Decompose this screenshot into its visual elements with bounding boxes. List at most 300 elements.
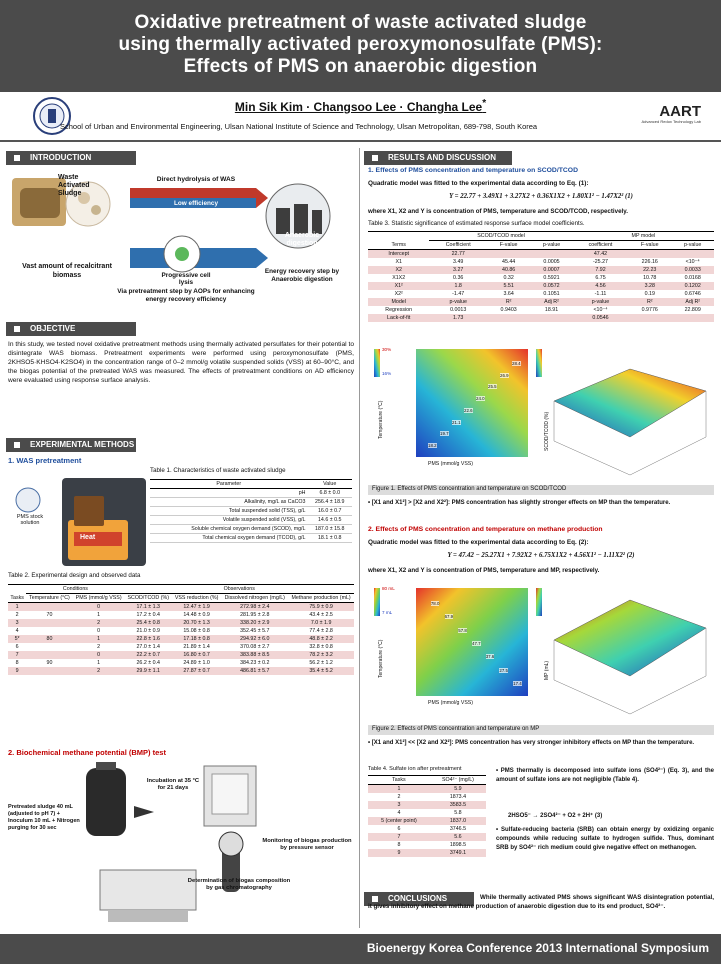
table-cell: 2 — [97, 620, 101, 626]
bmp-gc-text: Determination of biogas composition by gas chromatography — [187, 878, 291, 891]
table-header-cell: F-value — [628, 241, 671, 250]
figure-2 — [368, 580, 714, 720]
table-cell: 6.75 — [595, 275, 606, 281]
table-row — [368, 306, 714, 314]
table-cell: 45.44 — [502, 259, 516, 265]
table-cell: 9 — [15, 668, 19, 674]
figure2-caption: Figure 2. Effects of PMS concentration and temperature on MP — [368, 725, 714, 735]
coefficients-table — [368, 231, 714, 322]
table-cell: 8 — [15, 660, 19, 666]
table-cell: 4 — [397, 810, 401, 816]
table-group-header: Conditions — [26, 585, 124, 594]
table-cell: 17.2 ± 0.4 — [136, 612, 160, 618]
table-cell: 47.42 — [593, 251, 608, 257]
table-cell: X1X2 — [392, 275, 406, 281]
bullet-4: • Sulfate-reducing bacteria (SRB) can obtain energy by oxidizing organic compounds while reducing sulfate to hydrogen sulfide. Thus, dominant SRB by SO4²⁻ rich medium could give negative effect on methanogen. — [496, 827, 714, 851]
table-cell: 18.91 — [544, 307, 559, 313]
table-header-row — [150, 480, 352, 489]
table-cell: Model — [391, 299, 406, 305]
table-cell: 352.45 ± 5.7 — [240, 628, 270, 634]
table-row — [150, 489, 352, 498]
bmp-incubation-text: Incubation at 35 °C for 21 days — [146, 778, 200, 791]
table-cell — [628, 314, 671, 322]
table-row — [150, 498, 352, 507]
table-cell: 48.8 ± 2.2 — [309, 636, 333, 642]
table-cell — [26, 651, 72, 659]
table-cell: 1 — [397, 786, 401, 792]
table-group-header: SCOD/TCOD model — [429, 232, 572, 241]
contour-label: 24.0 — [476, 396, 485, 402]
fig2-legend-lo: 7 mL — [382, 610, 393, 615]
table-row — [368, 282, 714, 290]
author-list: Min Sik Kim · Changsoo Lee · Changha Lee* — [234, 98, 487, 114]
table-cell: 90 — [46, 660, 53, 666]
table2-caption: Table 2. Experimental design and observed data — [8, 572, 141, 579]
table-cell: 16.0 ± 0.7 — [307, 507, 352, 516]
table-row — [368, 258, 714, 266]
methods-heading: EXPERIMENTAL METHODS — [6, 438, 136, 452]
fig2-xlabel: PMS (mmol/g VSS) — [428, 700, 473, 706]
table-cell: 272.98 ± 2.4 — [240, 604, 270, 610]
table-row — [8, 659, 354, 667]
table-cell: 27.87 ± 0.7 — [183, 668, 210, 674]
table-header-cell: SO4²⁻ (mg/L) — [430, 776, 486, 785]
table-row — [8, 611, 354, 619]
heat-label: Heat — [80, 534, 96, 541]
bmp-monitor-text: Monitoring of biogas production by pressure sensor — [262, 838, 352, 851]
table-cell: p-value — [449, 299, 467, 305]
table1-caption: Table 1. Characteristics of waste activated sludge — [150, 467, 286, 474]
table-cell: X1 — [395, 259, 402, 265]
contour-label: 26.9 — [500, 372, 509, 378]
table-row — [8, 635, 354, 643]
table-cell: 2 — [97, 668, 101, 674]
table-header-cell: Tasks — [368, 776, 430, 785]
fig1-xlabel: PMS (mmol/g VSS) — [428, 461, 473, 467]
table-cell: 281.95 ± 2.8 — [240, 612, 270, 618]
table-header-cell: Tasks — [8, 594, 26, 603]
table-cell: <10⁻⁴ — [685, 259, 700, 265]
contour-label: 67.9 — [444, 614, 454, 620]
table-cell: 75.9 ± 0.9 — [309, 604, 333, 610]
table-row — [368, 250, 714, 259]
table-cell: 0.0168 — [684, 275, 701, 281]
table-header-cell: Temperature (°C) — [26, 594, 72, 603]
quad2-text: Quadratic model was fitted to the experimental data according to Eq. (2): — [368, 539, 589, 546]
table-cell: 3.28 — [644, 283, 655, 289]
fig2-ylabel: Temperature (°C) — [378, 639, 384, 678]
poster-header — [0, 0, 721, 92]
contour-label: 17.4 — [513, 681, 522, 687]
table-row — [8, 643, 354, 651]
table-cell: 0.0572 — [543, 283, 560, 289]
table-row — [368, 841, 486, 849]
energy-recovery-text: Energy recovery step by Anaerobic digestion — [264, 268, 340, 283]
table-row — [368, 793, 486, 801]
table-cell: 0.0013 — [450, 307, 467, 313]
table-cell: 0.6746 — [684, 291, 701, 297]
bullet-1: • [X1 and X1²] > [X2 and X2²]: PMS concentration has slightly stronger effects on MP than the temperature. — [368, 500, 671, 506]
table-cell: <10⁻⁴ — [593, 307, 608, 313]
table-cell: 187.0 ± 15.8 — [307, 525, 352, 534]
table-cell: 1898.5 — [449, 842, 467, 848]
table3-caption: Table 3. Statistic significance of estimated response surface model coefficients. — [368, 220, 585, 227]
table-cell — [530, 250, 573, 259]
was-characteristics-table — [150, 479, 352, 543]
table-cell: 22.77 — [451, 251, 465, 257]
table-cell: 77.4 ± 2.8 — [309, 628, 333, 634]
table-row — [150, 507, 352, 516]
table-cell: 5.51 — [503, 283, 514, 289]
table-cell: 0.32 — [503, 275, 514, 281]
table-cell: 3583.5 — [449, 802, 467, 808]
table-cell: Lack-of-fit — [387, 315, 411, 321]
contour-label: 27.5 — [499, 667, 508, 673]
table-cell: 4.56 — [595, 283, 606, 289]
table-cell: 4 — [15, 628, 19, 634]
table-cell: -1.11 — [594, 291, 607, 297]
table-cell — [487, 314, 530, 322]
objective-text: In this study, we tested novel oxidative pretreatment methods using thermally activated persulfates for their potential to disintegrate WAS biomass. Pretreatment experiments were performed using peroxymonosulfate (PMS, 2KHSO5·KHSO4·K2SO4) in the concentration range of 0–2 mmol/g volatile suspended solids (VSS) at 60–90°C, and the biogas potential of the pretreated WAS was measured. The effects of pretreatment conditions on AD efficiency were evaluated using response surface analysis. — [8, 341, 354, 384]
table-row — [8, 651, 354, 659]
low-efficiency-text: Low efficiency — [173, 200, 219, 207]
table-cell: 7.0 ± 1.9 — [310, 620, 332, 626]
table-group-header: Observations — [125, 585, 354, 594]
contour-label: 18.2 — [428, 443, 437, 449]
table-cell: 0 — [97, 652, 101, 658]
table-cell: 14.48 ± 0.9 — [183, 612, 210, 618]
table-cell: 3.64 — [503, 291, 514, 297]
table-cell: 0.9776 — [641, 307, 658, 313]
table-cell: X2 — [395, 267, 402, 273]
table-cell — [671, 314, 714, 322]
table-cell: 8 — [397, 842, 401, 848]
table-header-cell: Value — [307, 480, 352, 489]
table-cell: 27.0 ± 1.4 — [136, 644, 160, 650]
table-cell: Alkalinity, mg/L as CaCO3 — [150, 498, 307, 507]
table-row — [368, 785, 486, 794]
table-cell: 22.2 ± 0.7 — [136, 652, 160, 658]
table-cell: Total chemical oxygen demand (TCOD), g/L — [150, 534, 307, 543]
table-cell: Adj R² — [685, 299, 701, 305]
column-divider — [359, 148, 360, 928]
bmp-subheading: 2. Biochemical methane potential (BMP) test — [8, 748, 166, 757]
was-label: Waste Activated Sludge — [58, 174, 90, 197]
table-cell: 2 — [15, 612, 19, 618]
table-cell: 3 — [15, 620, 19, 626]
table-cell: 5.8 — [454, 810, 462, 816]
table-cell — [26, 643, 72, 651]
table-cell: 0.19 — [644, 291, 655, 297]
table-cell: Total suspended solid (TSS), g/L — [150, 507, 307, 516]
figure1-plots — [368, 341, 714, 481]
table-row — [368, 314, 714, 322]
table-header-cell: Parameter — [150, 480, 307, 489]
table-cell: 383.88 ± 8.5 — [240, 652, 270, 658]
contour-label: 21.1 — [452, 419, 461, 425]
title-line-3: Effects of PMS on anaerobic digestion — [183, 56, 538, 77]
table-cell: 35.4 ± 5.2 — [309, 668, 333, 674]
results-heading: RESULTS AND DISCUSSION — [364, 151, 512, 165]
contour-label: 57.8 — [458, 627, 467, 633]
table-cell: 5.6 — [454, 834, 462, 840]
fig1-legend-hi: 30% — [382, 347, 392, 352]
equation-1: Y = 22.77 + 3.49X1 + 3.27X2 + 0.36X1X2 + 1.80X1² − 1.47X2² (1) — [449, 193, 633, 200]
table-cell: 0.0007 — [543, 267, 560, 273]
table-cell: Volatile suspended solid (VSS), g/L — [150, 516, 307, 525]
table-cell: 0 — [97, 628, 101, 634]
table-cell: 0.0005 — [543, 259, 560, 265]
table-cell: 15.08 ± 0.8 — [183, 628, 210, 634]
table-cell: 338.20 ± 2.9 — [240, 620, 270, 626]
table-cell — [26, 603, 72, 612]
table-cell: 1.73 — [453, 315, 464, 321]
table-row — [150, 534, 352, 543]
table-header-row — [368, 776, 486, 785]
table-header-cell — [8, 585, 26, 594]
table-cell: 0 — [97, 604, 101, 610]
table-cell: Intercept — [388, 251, 409, 257]
table-cell: 3746.5 — [449, 826, 467, 832]
table-cell: 0.1051 — [543, 291, 560, 297]
table-cell: X1² — [394, 283, 403, 289]
table-cell: Regression — [385, 307, 413, 313]
table-group-row — [368, 232, 714, 241]
sulfate-table — [368, 775, 486, 857]
table-cell: 18.1 ± 0.8 — [307, 534, 352, 543]
art-lab-logo: AART Advanced Redox Technology Lab — [641, 103, 701, 124]
contour-label: 37.6 — [485, 654, 495, 660]
table-cell: pH — [150, 489, 307, 498]
table-cell: 80 — [46, 636, 53, 642]
conclusions-heading: CONCLUSIONS — [364, 892, 474, 906]
table-cell: R² — [505, 299, 512, 305]
table-cell: 0.5921 — [543, 275, 560, 281]
table-cell: Soluble chemical oxygen demand (SCOD), mg/L — [150, 525, 307, 534]
table-cell: 0.0033 — [684, 267, 701, 273]
contour-label: 25.5 — [488, 384, 497, 390]
contour-label: 22.6 — [464, 407, 473, 413]
table-cell: -25.27 — [592, 259, 608, 265]
table-cell: 6 — [15, 644, 19, 650]
table-cell: X2² — [394, 291, 403, 297]
contour-label: 19.7 — [440, 431, 449, 437]
header-divider — [0, 140, 721, 142]
table-cell: 294.92 ± 6.0 — [240, 636, 270, 642]
fig1-ylabel: Temperature (°C) — [378, 400, 384, 439]
table-cell: 56.2 ± 1.2 — [309, 660, 333, 666]
footer-text: Bioenergy Korea Conference 2013 International Symposium — [366, 941, 709, 955]
table-row — [368, 833, 486, 841]
table-cell: R² — [646, 299, 653, 305]
contour-label: 47.7 — [472, 641, 481, 646]
affiliation: School of Urban and Environmental Engineering, Ulsan National Institute of Science and Technology, Ulsan Metropolitan, 689-798, South Korea — [60, 122, 538, 131]
bullet-2: • [X1 and X1²] << [X2 and X2²]: PMS concentration has very stronger inhibitory effects on MP than the temperature. — [368, 740, 695, 746]
table-cell: 1 — [97, 660, 101, 666]
table-row — [8, 667, 354, 675]
fig1-zlabel: SCOD/TCOD (%) — [544, 411, 550, 451]
table-cell: 10.78 — [643, 275, 657, 281]
table-cell — [530, 314, 573, 322]
table-cell: 12.47 ± 1.9 — [183, 604, 210, 610]
table-header-cell — [368, 232, 429, 241]
table-cell: 384.23 ± 0.2 — [240, 660, 270, 666]
table-cell: 5* — [14, 636, 20, 642]
table-cell: 0.9403 — [500, 307, 517, 313]
table-cell: p-value — [591, 299, 610, 305]
table-cell — [487, 250, 530, 259]
table-group-row — [8, 585, 354, 594]
table-cell: 16.80 ± 0.7 — [183, 652, 210, 658]
table-cell: 226.16 — [641, 259, 658, 265]
table-cell: 6 — [397, 826, 401, 832]
table-row — [150, 525, 352, 534]
experimental-design-table — [8, 584, 354, 675]
fig2-legend-hi: 80 mL — [382, 586, 395, 591]
table-cell: -1.47 — [452, 291, 465, 297]
table-cell: 1 — [97, 612, 101, 618]
table-cell: 7 — [15, 652, 19, 658]
table-cell — [26, 619, 72, 627]
table-cell: 5.9 — [454, 786, 462, 792]
table-header-cell: p-value — [530, 241, 573, 250]
table-row — [368, 274, 714, 282]
table-cell: 6.8 ± 0.0 — [307, 489, 352, 498]
contour-label: 28.4 — [512, 360, 521, 366]
table-row — [368, 298, 714, 306]
table-cell: 21.89 ± 1.4 — [183, 644, 210, 650]
table-cell: 78.2 ± 3.2 — [309, 652, 333, 658]
where2-text: where X1, X2 and Y is concentration of PMS, temperature and MP, respectively. — [368, 567, 600, 574]
table-header-cell: VSS reduction (%) — [172, 594, 221, 603]
table-cell: 1873.4 — [449, 794, 467, 800]
table-header-row — [368, 241, 714, 250]
introduction-figure — [6, 168, 354, 304]
table-cell — [26, 667, 72, 675]
table-header-cell: Terms — [368, 241, 429, 250]
figure-1 — [368, 341, 714, 481]
table-cell: 3 — [397, 802, 401, 808]
table-cell: 1 — [97, 636, 101, 642]
contour-label: 78.0 — [430, 600, 440, 606]
table-row — [368, 266, 714, 274]
table-header-row — [8, 594, 354, 603]
table-cell — [671, 250, 714, 259]
table-cell: 40.86 — [502, 267, 516, 273]
table-cell: Adj R² — [544, 299, 559, 305]
table-cell: 1.8 — [454, 283, 462, 289]
table-cell: 9 — [397, 850, 401, 856]
table-row — [368, 817, 486, 825]
table-cell: 3749.1 — [449, 850, 467, 856]
table-row — [8, 619, 354, 627]
title-line-1: Oxidative pretreatment of waste activated sludge — [134, 12, 587, 33]
table-header-cell: SCOD/TCOD (%) — [125, 594, 172, 603]
title-line-2: using thermally activated peroxymonosulfate (PMS): — [118, 34, 603, 55]
table-cell: 486.81 ± 5.7 — [240, 668, 270, 674]
quad1-text: Quadratic model was fitted to the experimental data according to Eq. (1): — [368, 180, 589, 187]
table-group-header: MP model — [573, 232, 714, 241]
table-cell: 7.92 — [595, 267, 606, 273]
table-header-cell: Coefficient — [429, 241, 487, 250]
table-cell: 2 — [397, 794, 401, 800]
anaerobic-digestion-label: Anaerobic digestion — [284, 232, 320, 247]
table-row — [368, 825, 486, 833]
table-header-cell: PMS (mmol/g VSS) — [73, 594, 125, 603]
bmp-figure — [8, 760, 356, 928]
table4-caption: Table 4. Sulfate ion after pretreatment — [368, 766, 462, 772]
introduction-heading: INTRODUCTION — [6, 151, 136, 165]
results-sub2: 2. Effects of PMS concentration and temperature on methane production — [368, 526, 603, 533]
table-row — [368, 290, 714, 298]
bmp-recipe-text: Pretreated sludge 40 mL (adjusted to pH 7) + Inoculum 10 mL + Nitrogen purging for 30 sec — [8, 804, 80, 831]
was-pretreatment-subheading: 1. WAS pretreatment — [8, 456, 82, 465]
table-cell — [628, 250, 671, 259]
table-cell: 0.36 — [453, 275, 464, 281]
conclusions-text: While thermally activated PMS shows significant WAS disintegration potential, it gives inhibitory effect on methane production of anaerobic digestion due to its end product, SO4²⁻. — [368, 894, 714, 910]
table-cell: 70 — [46, 612, 53, 618]
where1-text: where X1, X2 and Y is concentration of PMS, temperature and SCOD/TCOD, respectively. — [368, 208, 628, 215]
table-cell: 21.0 ± 0.9 — [136, 628, 160, 634]
table-header-cell: Dissolved nitrogen (mg/L) — [221, 594, 288, 603]
figure1-caption: Figure 1. Effects of PMS concentration and temperature on SCOD/TCOD — [368, 485, 714, 495]
table-cell: 17.1 ± 1.3 — [136, 604, 160, 610]
table-cell: 256.4 ± 18.9 — [307, 498, 352, 507]
fig2-zlabel: MP (mL) — [544, 660, 550, 680]
table-cell: 0.0546 — [592, 315, 609, 321]
via-pretreatment-text: Via pretreatment step by AOPs for enhancing energy recovery efficiency — [117, 288, 255, 303]
table-cell: 24.89 ± 1.0 — [183, 660, 210, 666]
table-cell: 1837.0 — [449, 818, 467, 824]
table-cell: 3.49 — [453, 259, 464, 265]
table-cell: 29.9 ± 1.1 — [136, 668, 160, 674]
table-cell — [26, 627, 72, 635]
table-header-cell: coefficient — [573, 241, 628, 250]
figure2-plots — [368, 580, 714, 720]
pretreatment-photo — [8, 470, 148, 568]
table-cell: 17.18 ± 0.8 — [183, 636, 210, 642]
table-cell: 14.6 ± 0.5 — [307, 516, 352, 525]
table-row — [150, 516, 352, 525]
table-row — [8, 627, 354, 635]
table-row — [368, 849, 486, 857]
table-cell: 3.27 — [453, 267, 464, 273]
table-cell: 26.2 ± 0.4 — [136, 660, 160, 666]
results-sub1: 1. Effects of PMS concentration and temperature on SCOD/TCOD — [368, 167, 578, 174]
table-row — [8, 603, 354, 612]
table-cell: 2 — [97, 644, 101, 650]
table-header-cell: p-value — [671, 241, 714, 250]
table-header-cell: Methane production (mL) — [288, 594, 354, 603]
table-cell: 22.809 — [684, 307, 701, 313]
table-row — [368, 801, 486, 809]
table-cell: 43.4 ± 2.5 — [309, 612, 333, 618]
bullet-3: • PMS thermally is decomposed into sulfate ions (SO4²⁻) (Eq. 3), and the amount of sulfate ions are not negligible (Table 4). — [496, 768, 714, 783]
table-cell: 7 — [397, 834, 401, 840]
table-cell: 5 (center point) — [381, 818, 417, 824]
table-cell: 0.1202 — [684, 283, 701, 289]
equation-2: Y = 47.42 − 25.27X1 + 7.92X2 + 6.75X1X2 + 4.56X1² − 1.11X2² (2) — [447, 552, 635, 559]
table-cell: 22.8 ± 1.6 — [136, 636, 160, 642]
footer — [0, 934, 721, 964]
pms-stock-label: PMS stock solution — [16, 514, 44, 526]
table-cell: 20.70 ± 1.3 — [183, 620, 210, 626]
progressive-lysis-text: Progressive cell lysis — [161, 272, 211, 286]
table-row — [368, 809, 486, 817]
table-cell: 370.08 ± 2.7 — [240, 644, 270, 650]
table-cell: 22.23 — [643, 267, 657, 273]
table-cell: 25.4 ± 0.8 — [136, 620, 160, 626]
